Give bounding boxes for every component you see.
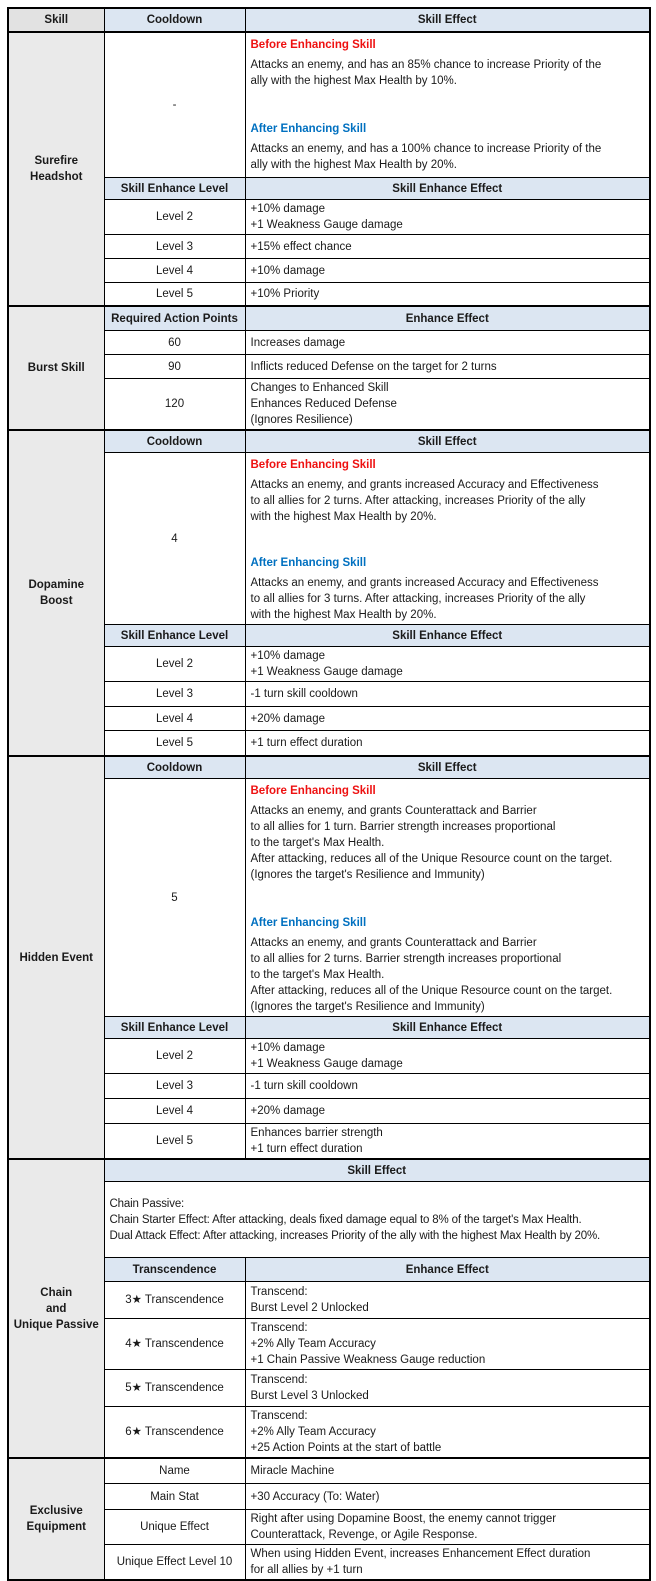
action-points-value: 120 xyxy=(104,379,245,431)
enhance-effect-header: Skill Enhance Effect xyxy=(245,1017,650,1039)
effect-text-line: to all allies for 3 turns. After attacking, increases Priority of the ally xyxy=(250,593,586,605)
level-label: Level 3 xyxy=(104,682,245,707)
effect-text-line: Attacks an enemy, and grants increased Accuracy and Effectiveness xyxy=(250,479,599,491)
burst-row xyxy=(8,331,650,355)
effect-text-line: ally with the highest Max Health by 20%. xyxy=(250,159,457,171)
effect-text-line: +1 turn effect duration xyxy=(250,1143,363,1155)
dopamine-level-row xyxy=(8,682,650,707)
effect-text-line: to all allies for 1 turn. Barrier strength increases proportional xyxy=(250,821,556,833)
effect-text-line: Dual Attack Effect: After attacking, increases Priority of the ally with the highest Max Health by 20%. xyxy=(109,1229,601,1242)
effect-text-line: Attacks an enemy, and grants Counterattack and Barrier xyxy=(250,937,537,949)
equipment-row xyxy=(8,1510,650,1545)
chain-passive-text xyxy=(104,1182,650,1258)
effect-text-line: to the target's Max Health. xyxy=(250,969,385,981)
equipment-value xyxy=(245,1545,650,1581)
effect-text-line: +10% damage xyxy=(250,1042,325,1054)
effect-text-line: +1 Weakness Gauge damage xyxy=(250,1058,403,1070)
skill-effect-header: Skill Effect xyxy=(104,1159,650,1182)
surefire-effect-row xyxy=(8,32,650,178)
skill-name-line: Equipment xyxy=(26,1521,86,1533)
level-effect xyxy=(245,647,650,682)
surefire-skill-name xyxy=(8,32,104,306)
before-enhancing-title: Before Enhancing Skill xyxy=(250,459,376,471)
surefire-level-row xyxy=(8,200,650,235)
surefire-cooldown-value: - xyxy=(104,32,245,178)
effect-text-line: +1 Weakness Gauge damage xyxy=(250,666,403,678)
level-label: Level 5 xyxy=(104,1124,245,1160)
dopamine-effect-row xyxy=(8,453,650,625)
effect-text-line: to all allies for 2 turns. After attacking, increases Priority of the ally xyxy=(250,495,586,507)
enhance-level-header: Skill Enhance Level xyxy=(104,178,245,200)
hidden-skill-name: Hidden Event xyxy=(8,756,104,1159)
skill-name-line: Boost xyxy=(39,595,73,607)
level-effect xyxy=(245,1039,650,1074)
skill-name-line: and xyxy=(46,1302,67,1315)
action-points-value: 90 xyxy=(104,355,245,379)
effect-text-line: for all allies by +1 turn xyxy=(250,1564,363,1576)
burst-row xyxy=(8,355,650,379)
burst-row xyxy=(8,379,650,431)
required-action-points-header: Required Action Points xyxy=(104,306,245,331)
transcendence-label: 6★ Transcendence xyxy=(104,1407,245,1459)
level-effect xyxy=(245,1124,650,1160)
equipment-label: Name xyxy=(104,1458,245,1484)
skill-name-line: Exclusive xyxy=(29,1505,83,1517)
level-label: Level 4 xyxy=(104,707,245,731)
level-label: Level 2 xyxy=(104,200,245,235)
effect-text-line: +15% effect chance xyxy=(250,240,352,253)
spacer xyxy=(251,525,645,555)
transcendence-label: 5★ Transcendence xyxy=(104,1370,245,1407)
burst-effect xyxy=(245,379,650,431)
hidden-level-row xyxy=(8,1099,650,1124)
level-effect xyxy=(245,235,650,259)
effect-text-line: ally with the highest Max Health by 10%. xyxy=(250,75,457,87)
hidden-enhance-header-row xyxy=(8,1017,650,1039)
effect-text-line: +2% Ally Team Accuracy xyxy=(250,1338,376,1350)
effect-text-line: Burst Level 2 Unlocked xyxy=(250,1302,369,1314)
effect-text-line: +2% Ally Team Accuracy xyxy=(250,1426,376,1438)
col-header-skill: Skill xyxy=(8,8,104,32)
level-effect xyxy=(245,200,650,235)
level-effect xyxy=(245,1074,650,1099)
equipment-label: Unique Effect xyxy=(104,1510,245,1545)
effect-text-line: with the highest Max Health by 20%. xyxy=(250,609,437,621)
hidden-level-row xyxy=(8,1039,650,1074)
skill-name-line: Chain xyxy=(40,1286,73,1299)
burst-effect xyxy=(245,355,650,379)
chain-effect-header-row xyxy=(8,1159,650,1182)
dopamine-level-row xyxy=(8,707,650,731)
skill-name-line: Headshot xyxy=(30,171,83,183)
dopamine-enhance-header-row xyxy=(8,625,650,647)
transcendence-row xyxy=(8,1407,650,1459)
enhance-effect-header: Skill Enhance Effect xyxy=(245,625,650,647)
hidden-effect-row xyxy=(8,779,650,1017)
effect-text-line: Chain Passive: xyxy=(109,1197,185,1210)
effect-text-line: Inflicts reduced Defense on the target for 2 turns xyxy=(250,360,497,373)
level-label: Level 2 xyxy=(104,647,245,682)
skill-name-line: Surefire xyxy=(34,155,78,167)
dopamine-level-row xyxy=(8,731,650,757)
surefire-skill-effect xyxy=(245,32,650,178)
spacer xyxy=(251,89,645,121)
enhance-effect-header: Enhance Effect xyxy=(245,306,650,331)
chain-passive-row xyxy=(8,1182,650,1258)
skill-name-line: Unique Passive xyxy=(13,1318,99,1331)
level-label: Level 5 xyxy=(104,731,245,757)
effect-text-line: (Ignores the target's Resilience and Immunity) xyxy=(250,1001,485,1013)
hidden-level-row xyxy=(8,1124,650,1160)
effect-text-line: Miracle Machine xyxy=(250,1465,335,1477)
effect-text-line: When using Hidden Event, increases Enhancement Effect duration xyxy=(250,1548,591,1560)
enhance-level-header: Skill Enhance Level xyxy=(104,625,245,647)
transcendence-label: 3★ Transcendence xyxy=(104,1282,245,1319)
level-effect xyxy=(245,707,650,731)
dopamine-skill-name xyxy=(8,430,104,756)
skill-effect-header: Skill Effect xyxy=(245,756,650,779)
equipment-value xyxy=(245,1510,650,1545)
after-enhancing-title: After Enhancing Skill xyxy=(250,557,367,569)
effect-text-line: with the highest Max Health by 20%. xyxy=(250,511,437,523)
dopamine-subheader-row xyxy=(8,430,650,453)
col-header-skill-effect: Skill Effect xyxy=(245,8,650,32)
effect-text-line: Chain Starter Effect: After attacking, deals fixed damage equal to 8% of the target's Max Health. xyxy=(109,1213,582,1226)
level-label: Level 2 xyxy=(104,1039,245,1074)
effect-text-line: -1 turn skill cooldown xyxy=(250,1080,358,1092)
effect-text-line: (Ignores the target's Resilience and Immunity) xyxy=(250,869,485,881)
effect-text-line: +10% damage xyxy=(250,203,325,215)
effect-text-line: Changes to Enhanced Skill xyxy=(250,382,389,394)
after-enhancing-title: After Enhancing Skill xyxy=(250,123,367,135)
spacer xyxy=(251,883,645,915)
effect-text-line: Transcend: xyxy=(250,1286,308,1298)
burst-effect xyxy=(245,331,650,355)
transcendence-effect xyxy=(245,1282,650,1319)
effect-text-line: +25 Action Points at the start of battle xyxy=(250,1442,442,1454)
hidden-cooldown-value: 5 xyxy=(104,779,245,1017)
before-enhancing-title: Before Enhancing Skill xyxy=(250,39,376,51)
level-label: Level 5 xyxy=(104,283,245,307)
surefire-level-row xyxy=(8,283,650,307)
effect-text-line: Attacks an enemy, and has an 85% chance to increase Priority of the xyxy=(250,59,602,71)
enhance-level-header: Skill Enhance Level xyxy=(104,1017,245,1039)
surefire-level-row xyxy=(8,259,650,283)
level-label: Level 3 xyxy=(104,235,245,259)
level-label: Level 4 xyxy=(104,259,245,283)
effect-text-line: +10% Priority xyxy=(250,288,320,300)
transcendence-row xyxy=(8,1319,650,1370)
hidden-skill-effect xyxy=(245,779,650,1017)
effect-text-line: +1 Chain Passive Weakness Gauge reduction xyxy=(250,1354,486,1366)
effect-text-line: -1 turn skill cooldown xyxy=(250,688,358,700)
effect-text-line: to the target's Max Health. xyxy=(250,837,385,849)
effect-text-line: Attacks an enemy, and grants Counterattack and Barrier xyxy=(250,805,537,817)
effect-text-line: After attacking, reduces all of the Unique Resource count on the target. xyxy=(250,985,613,997)
transcendence-effect xyxy=(245,1370,650,1407)
level-effect xyxy=(245,259,650,283)
hidden-level-row xyxy=(8,1074,650,1099)
effect-text-line: Counterattack, Revenge, or Agile Response. xyxy=(250,1529,478,1541)
cooldown-header: Cooldown xyxy=(104,430,245,453)
effect-text-line: Transcend: xyxy=(250,1322,308,1334)
transcendence-label: 4★ Transcendence xyxy=(104,1319,245,1370)
effect-text-line: Attacks an enemy, and has a 100% chance to increase Priority of the xyxy=(250,143,602,155)
transcendence-header: Transcendence xyxy=(104,1258,245,1282)
effect-text-line: +1 Weakness Gauge damage xyxy=(250,219,403,231)
before-enhancing-title: Before Enhancing Skill xyxy=(250,785,376,797)
level-effect xyxy=(245,283,650,307)
cooldown-header: Cooldown xyxy=(104,756,245,779)
equipment-row xyxy=(8,1545,650,1581)
col-header-cooldown: Cooldown xyxy=(104,8,245,32)
effect-text-line: Enhances barrier strength xyxy=(250,1127,383,1139)
transcendence-header-row xyxy=(8,1258,650,1282)
level-label: Level 3 xyxy=(104,1074,245,1099)
equipment-label: Unique Effect Level 10 xyxy=(104,1545,245,1581)
burst-header-row xyxy=(8,306,650,331)
effect-text-line: +20% damage xyxy=(250,712,325,725)
skill-name-line: Dopamine xyxy=(28,579,85,591)
effect-text-line: Enhances Reduced Defense xyxy=(250,398,397,410)
action-points-value: 60 xyxy=(104,331,245,355)
after-enhancing-title: After Enhancing Skill xyxy=(250,917,367,929)
effect-text-line: Right after using Dopamine Boost, the enemy cannot trigger xyxy=(250,1513,557,1525)
surefire-enhance-header-row xyxy=(8,178,650,200)
level-label: Level 4 xyxy=(104,1099,245,1124)
table-header-row xyxy=(8,8,650,32)
effect-text-line: Increases damage xyxy=(250,336,346,349)
effect-text-line: Transcend: xyxy=(250,1410,308,1422)
surefire-level-row xyxy=(8,235,650,259)
transcendence-row xyxy=(8,1282,650,1319)
skill-effect-header: Skill Effect xyxy=(245,430,650,453)
level-effect xyxy=(245,731,650,757)
chain-skill-name xyxy=(8,1159,104,1458)
level-effect xyxy=(245,1099,650,1124)
effect-text-line: +1 turn effect duration xyxy=(250,737,363,749)
effect-text-line: Attacks an enemy, and grants increased Accuracy and Effectiveness xyxy=(250,577,599,589)
effect-text-line: +10% damage xyxy=(250,264,325,277)
transcendence-effect xyxy=(245,1319,650,1370)
effect-text-line: +30 Accuracy (To: Water) xyxy=(250,1490,380,1503)
effect-text-line: to all allies for 2 turns. Barrier strength increases proportional xyxy=(250,953,562,965)
effect-text-line: Transcend: xyxy=(250,1374,308,1386)
effect-text-line: +10% damage xyxy=(250,650,325,662)
equipment-row xyxy=(8,1484,650,1510)
effect-text-line: (Ignores Resilience) xyxy=(250,414,353,426)
dopamine-skill-effect xyxy=(245,453,650,625)
transcendence-row xyxy=(8,1370,650,1407)
level-effect xyxy=(245,682,650,707)
hidden-subheader-row xyxy=(8,756,650,779)
skill-table xyxy=(7,7,651,1581)
equipment-value xyxy=(245,1484,650,1510)
dopamine-level-row xyxy=(8,647,650,682)
enhance-effect-header: Skill Enhance Effect xyxy=(245,178,650,200)
effect-text-line: +20% damage xyxy=(250,1105,325,1117)
equipment-section-name xyxy=(8,1458,104,1580)
effect-text-line: Burst Level 3 Unlocked xyxy=(250,1390,369,1402)
transcendence-effect xyxy=(245,1407,650,1459)
effect-text-line: After attacking, reduces all of the Unique Resource count on the target. xyxy=(250,853,613,865)
burst-skill-name: Burst Skill xyxy=(8,306,104,430)
dopamine-cooldown-value: 4 xyxy=(104,453,245,625)
equipment-label: Main Stat xyxy=(104,1484,245,1510)
enhance-effect-header: Enhance Effect xyxy=(245,1258,650,1282)
